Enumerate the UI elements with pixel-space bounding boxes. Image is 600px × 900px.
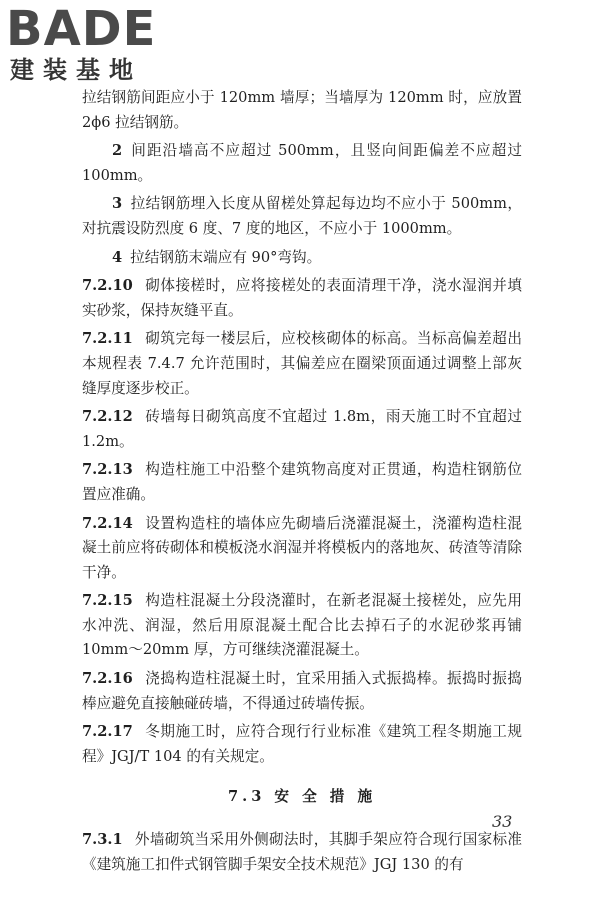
logo-brand: BADE (6, 1, 157, 57)
clause-number: 7.2.13 (82, 461, 133, 479)
continuation-paragraph: 拉结钢筋间距应小于 120mm 墙厚；当墙厚为 120mm 时，应放置 2ϕ6 拉结钢筋。 (82, 89, 522, 131)
clause (82, 512, 522, 586)
clause (82, 589, 522, 663)
logo-subtitle: 建装基地 (10, 56, 142, 84)
clause-number: 7.2.14 (82, 514, 133, 532)
clause-number: 7.2.17 (82, 723, 133, 741)
clause (82, 405, 522, 454)
item-text: 拉结钢筋末端应有 90°弯钩。 (130, 248, 322, 266)
clause-text: 砌筑完每一楼层后，应校核砌体的标高。当标高偏差超出本规程表 7.4.7 允许范围时，其偏差应在圈梁顶面通过调整上部灰缝厚度逐步校正。 (82, 330, 522, 397)
clause-number: 7.2.12 (82, 408, 133, 426)
clause (82, 327, 522, 401)
clause-number: 7.2.11 (82, 330, 133, 348)
list-item (82, 246, 522, 271)
clause-text: 外墙砌筑当采用外侧砌法时，其脚手架应符合现行国家标准《建筑施工扣件式钢管脚手架安全技术规范》JGJ 130 的有 (82, 831, 522, 873)
page-number: 33 (492, 812, 513, 831)
clause-number: 7.2.15 (82, 592, 133, 610)
clause-text: 砖墙每日砌筑高度不宜超过 1.8m，雨天施工时不宜超过 1.2m。 (82, 408, 522, 450)
clause-text: 浇捣构造柱混凝土时，宜采用插入式振捣棒。振捣时振捣棒应避免直接触碰砖墙，不得通过砖墙传振。 (82, 670, 522, 712)
item-text: 间距沿墙高不应超过 500mm，且竖向间距偏差不应超过 100mm。 (82, 142, 522, 184)
clause-number: 7.3.1 (82, 831, 123, 849)
logo (6, 1, 176, 86)
section-heading: 7.3 安 全 措 施 (227, 788, 377, 806)
page-content (82, 86, 522, 881)
item-number: 4 (112, 248, 123, 266)
clause (82, 720, 522, 769)
list-item (82, 139, 522, 188)
clause-text: 砌体接槎时，应将接槎处的表面清理干净，浇水湿润并填实砂浆，保持灰缝平直。 (82, 277, 522, 319)
item-text: 拉结钢筋埋入长度从留槎处算起每边均不应小于 500mm，对抗震设防烈度 6 度、7 度的地区，不应小于 1000mm。 (82, 195, 522, 237)
list-item (82, 192, 522, 241)
clause-number: 7.2.16 (82, 670, 133, 688)
clause-text: 冬期施工时，应符合现行行业标准《建筑工程冬期施工规程》JGJ/T 104 的有关规定。 (82, 723, 522, 765)
clause-text: 设置构造柱的墙体应先砌墙后浇灌混凝土，浇灌构造柱混凝土前应将砖砌体和模板浇水润湿并将模板内的落地灰、砖渣等清除干净。 (82, 514, 522, 581)
item-number: 2 (112, 142, 123, 160)
clause-text: 构造柱混凝土分段浇灌时，在新老混凝土接槎处，应先用水冲洗、润湿，然后用原混凝土配合比去掉石子的水泥砂浆再铺 10mm～20mm 厚，方可继续浇灌混凝土。 (82, 592, 522, 659)
clause (82, 667, 522, 716)
clause-number: 7.2.10 (82, 277, 133, 295)
item-number: 3 (112, 195, 123, 213)
clause (82, 458, 522, 507)
clause-text: 构造柱施工中沿整个建筑物高度对正贯通，构造柱钢筋位置应准确。 (82, 461, 522, 503)
clause (82, 828, 522, 877)
clause (82, 274, 522, 323)
